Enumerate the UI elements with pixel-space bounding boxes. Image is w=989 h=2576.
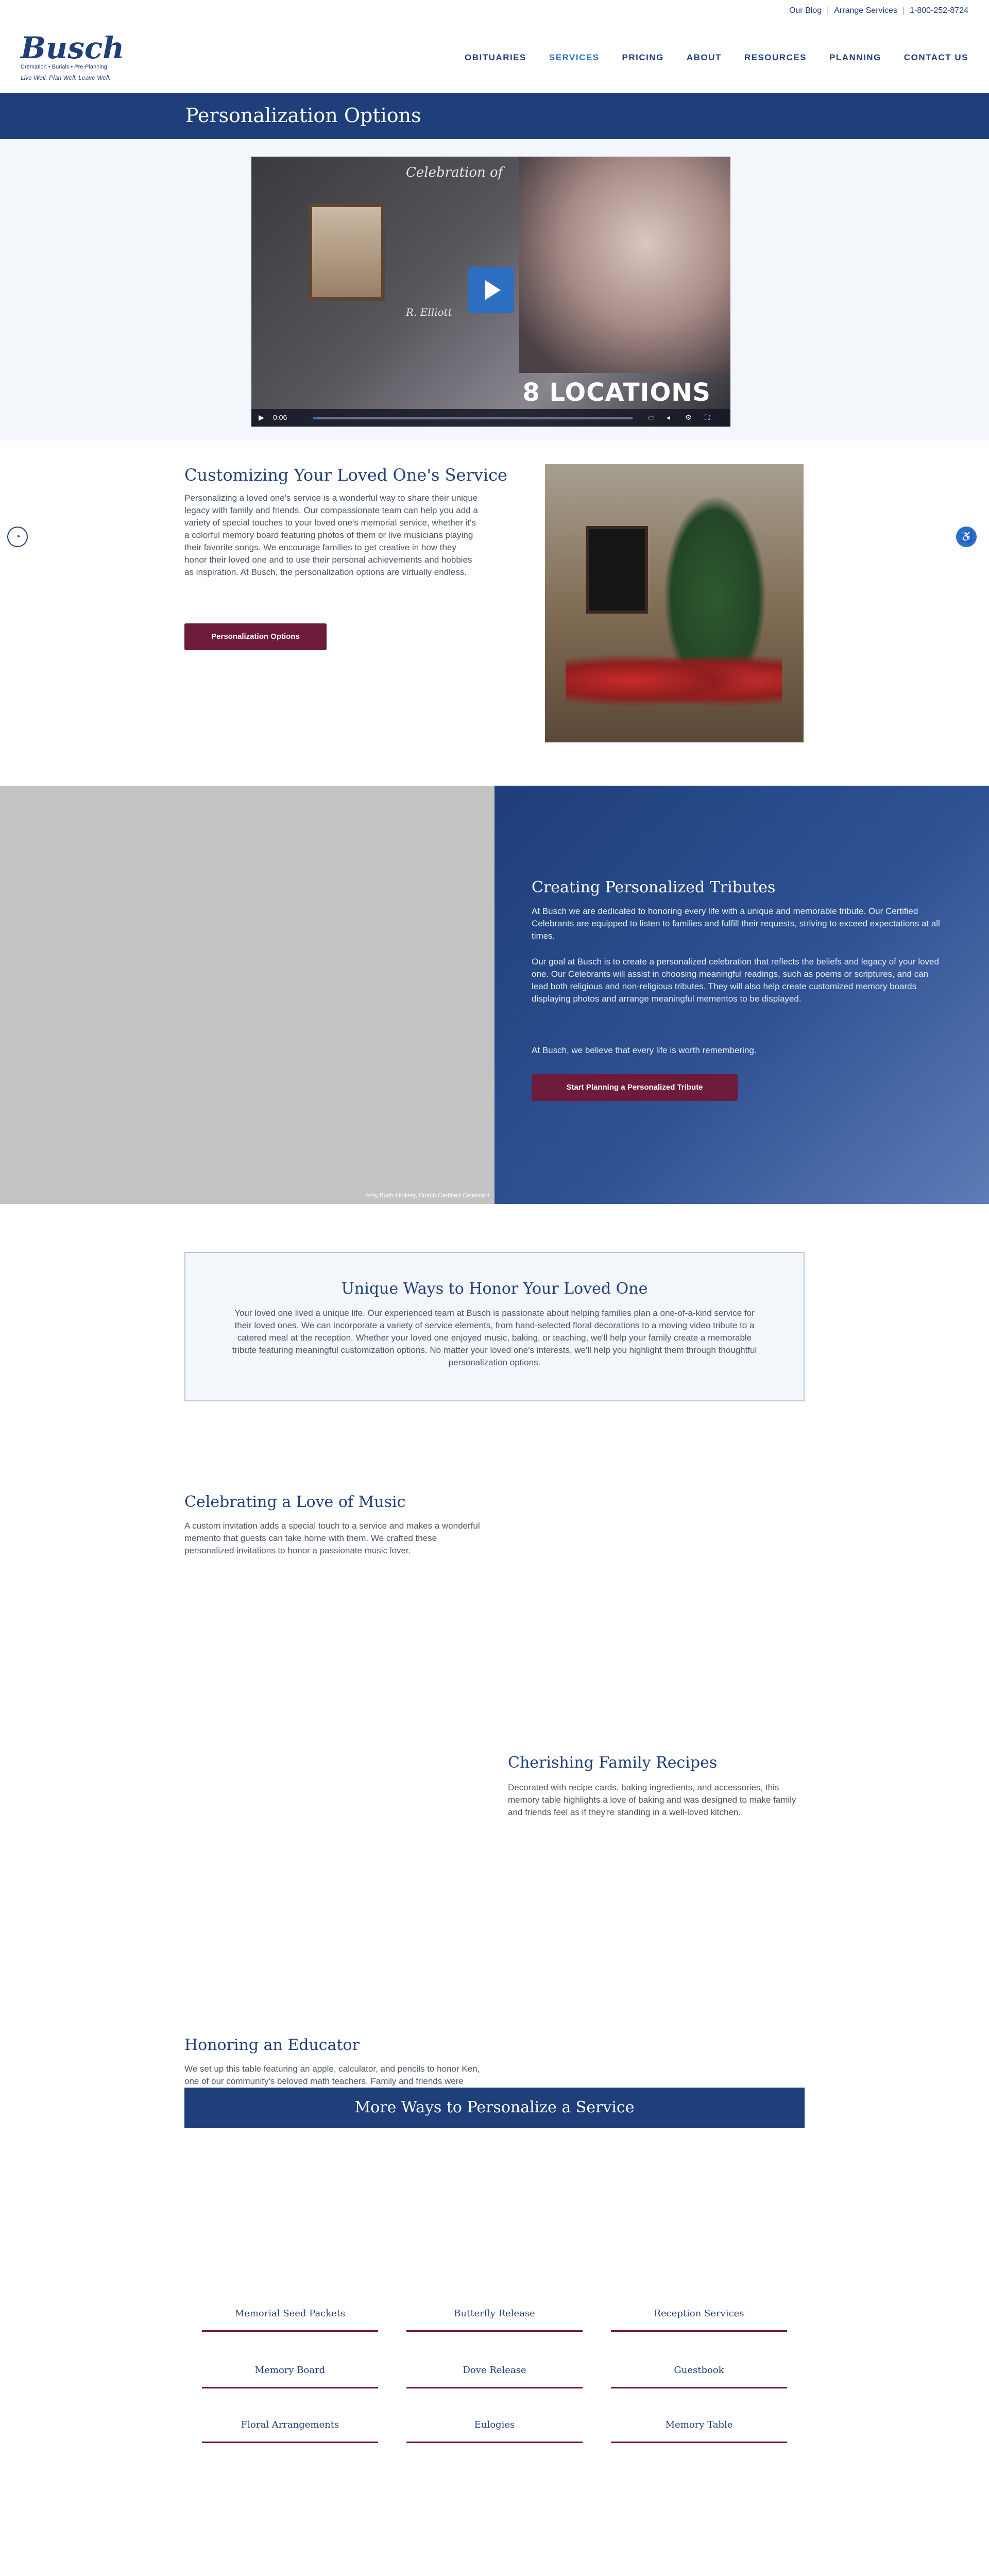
unique-ways-title: Unique Ways to Honor Your Loved One (341, 1280, 648, 1298)
celebrant-image (0, 786, 494, 1204)
site-logo[interactable] (21, 30, 134, 84)
logo-subtitle: Cremation • Burials • Pre-Planning (21, 64, 107, 70)
nav-planning[interactable]: PLANNING (829, 53, 881, 62)
divider: | (827, 6, 829, 15)
play-icon[interactable] (468, 267, 514, 313)
phone-link[interactable]: 1-800-252-8724 (910, 6, 968, 15)
volume-icon[interactable]: ◂ (667, 413, 671, 421)
tributes-paragraph-1: At Busch we are dedicated to honoring every life with a unique and memorable tribute. Our Certified Celebrants are equipped to listen to families and fulfill their requests, striving to exceed expectations at all times. (532, 906, 940, 941)
video-photo-caption: R. Elliott (406, 306, 452, 318)
customizing-title: Customizing Your Loved One's Service (184, 465, 507, 485)
page-title: Personalization Options (185, 104, 421, 127)
tributes-paragraph-2: Our goal at Busch is to create a personalized celebration that reflects the beliefs and legacy of your loved one. Our Celebrants will assist in choosing meaningful readings, such as poems or scriptures, and can lead both religious and non-religious tributes. They will also help create customized memory boards displaying photos and arrange meaningful mementos to be displayed. (532, 957, 939, 1004)
feature-educator-title: Honoring an Educator (184, 2036, 360, 2054)
page-banner (0, 93, 989, 139)
arrange-services-link[interactable]: Arrange Services (834, 6, 897, 15)
video-frame-person (519, 157, 730, 373)
tributes-section (0, 786, 989, 1204)
feature-recipes-title: Cherishing Family Recipes (508, 1754, 718, 1772)
divider: | (902, 6, 905, 15)
memorial-easel (586, 526, 648, 614)
control-time: 0:06 (273, 413, 287, 421)
fullscreen-icon[interactable]: ⛶ (705, 413, 710, 421)
utility-bar (0, 0, 989, 21)
memorial-display-image (545, 464, 804, 742)
control-play-icon[interactable]: ▶ (259, 413, 264, 421)
option-memory-board[interactable]: Memory Board (202, 2365, 378, 2388)
utility-links (789, 6, 968, 15)
nav-about[interactable]: ABOUT (686, 53, 722, 62)
nav-obituaries[interactable]: OBITUARIES (465, 53, 526, 62)
site-header (0, 21, 989, 93)
option-dove-release[interactable]: Dove Release (406, 2365, 583, 2388)
video-controls (251, 409, 730, 427)
celebrant-caption: Amy Bush-Hinkley, Busch Certified Celebrant (365, 1192, 489, 1199)
main-nav (465, 53, 968, 63)
option-memorial-seed-packets[interactable]: Memorial Seed Packets (202, 2308, 378, 2332)
unique-ways-body: Your loved one lived a unique life. Our experienced team at Busch is passionate about helping families plan a one-of-a-kind service for their loved ones. We can incorporate a variety of service elements, from hand-selected floral decorations to a moving video tribute to a catered meal at the reception. Whether your loved one enjoyed music, baking, or teaching, we'll help your family create a memorable tribute featuring meaningful customization options. No matter your loved one's interests, we'll help you highlight them through thoughtful personalization options. (232, 1308, 757, 1367)
tributes-panel (494, 786, 989, 1204)
video-player[interactable] (251, 157, 730, 427)
customizing-section (0, 440, 989, 786)
poinsettia-flowers (566, 650, 782, 711)
more-ways-header (184, 2088, 805, 2128)
tributes-title: Creating Personalized Tributes (532, 878, 776, 896)
captions-icon[interactable]: ▭ (648, 413, 655, 421)
locations-badge: 8 LOCATIONS (522, 378, 711, 407)
settings-icon[interactable]: ⚙ (685, 413, 692, 421)
nav-pricing[interactable]: PRICING (622, 53, 664, 62)
option-reception-services[interactable]: Reception Services (611, 2308, 787, 2332)
tributes-paragraph-3: At Busch, we believe that every life is worth remembering. (532, 1045, 757, 1055)
video-progress-bar[interactable] (313, 417, 633, 419)
option-memory-table[interactable]: Memory Table (611, 2419, 787, 2443)
blog-link[interactable]: Our Blog (789, 6, 822, 15)
video-overlay-title: Celebration of (406, 165, 503, 180)
logo-wordmark: Busch (21, 30, 125, 65)
feature-recipes-body: Decorated with recipe cards, baking ingredients, and accessories, this memory table highlights a love of baking and was designed to make family and friends feel as if they're standing in a well-loved kitchen. (508, 1783, 796, 1817)
cookie-settings-icon[interactable]: ◔ (7, 527, 28, 547)
start-planning-button[interactable]: Start Planning a Personalized Tribute (532, 1074, 738, 1101)
option-guestbook[interactable]: Guestbook (611, 2365, 787, 2388)
feature-music-title: Celebrating a Love of Music (184, 1493, 406, 1511)
feature-educator-body: We set up this table featuring an apple, calculator, and pencils to honor Ken, one of our community's beloved math teachers. Family and friends were (184, 2064, 480, 2086)
accessibility-icon[interactable]: ♿ (956, 527, 977, 547)
option-floral-arrangements[interactable]: Floral Arrangements (202, 2419, 378, 2443)
video-frame-photo (308, 203, 385, 301)
more-ways-title: More Ways to Personalize a Service (354, 2098, 635, 2116)
nav-services[interactable]: SERVICES (549, 53, 600, 62)
option-eulogies[interactable]: Eulogies (406, 2419, 583, 2443)
nav-contact-us[interactable]: CONTACT US (903, 53, 968, 62)
unique-ways-box (184, 1252, 805, 1401)
feature-music-body: A custom invitation adds a special touch to a service and makes a wonderful memento that guests can take home with them. We crafted these personalized invitations to honor a passionate music lover. (184, 1521, 480, 1555)
video-section (0, 139, 989, 440)
option-butterfly-release[interactable]: Butterfly Release (406, 2308, 583, 2332)
nav-resources[interactable]: RESOURCES (744, 53, 807, 62)
personalization-options-button[interactable]: Personalization Options (184, 623, 327, 650)
logo-tagline: Live Well. Plan Well. Leave Well. (21, 74, 111, 81)
customizing-body: Personalizing a loved one's service is a wonderful way to share their unique legacy with family and friends. Our compassionate team can help you add a variety of special touches to your loved one's memorial service, whether it's a colorful memory board featuring photos of them or live musicians playing their favorite songs. We encourage families to get creative in how they honor their loved one and to use their personal achievements and hobbies as inspiration. At Busch, the personalization options are virtually endless. (184, 493, 478, 577)
